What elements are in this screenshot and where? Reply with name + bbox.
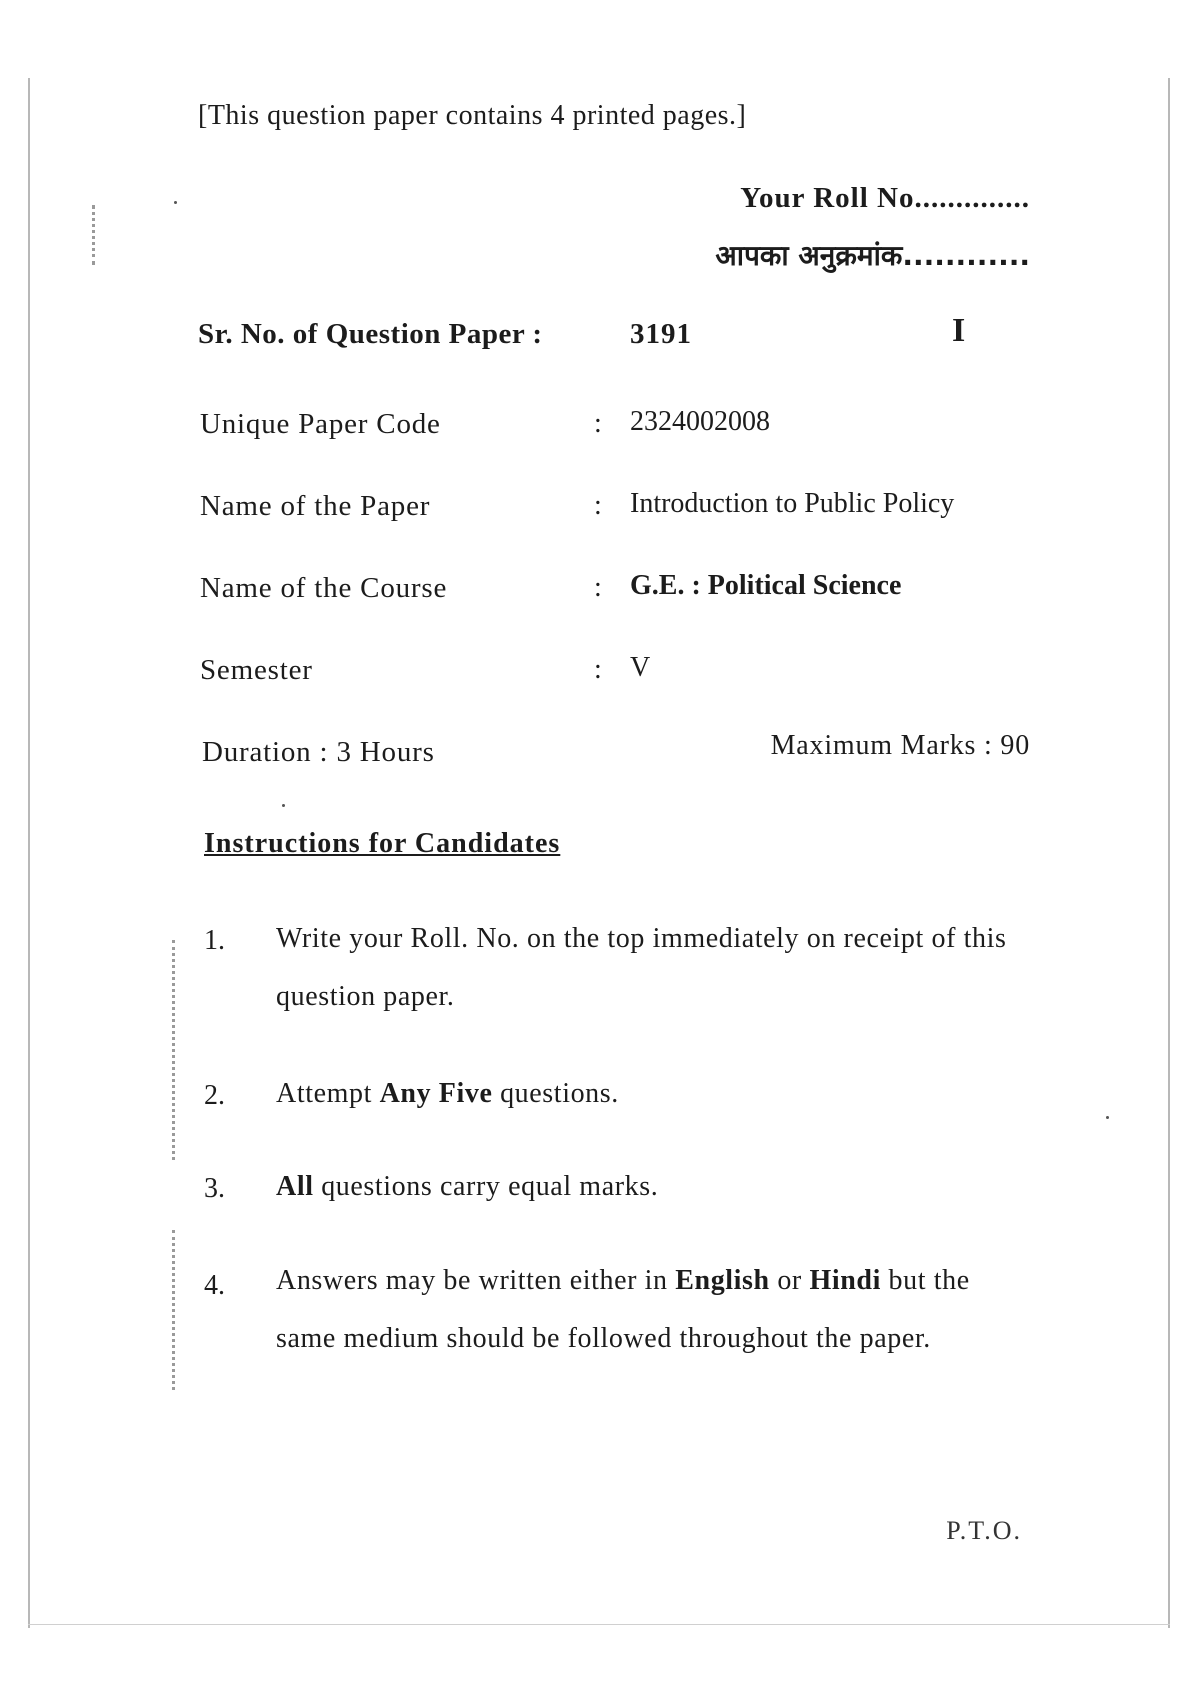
- scan-speck: [1106, 1116, 1109, 1119]
- colon-separator: :: [594, 654, 602, 685]
- scan-edge-bottom: [28, 1624, 1170, 1625]
- instruction-text: or: [769, 1265, 810, 1296]
- instruction-text: Attempt: [276, 1078, 380, 1109]
- instruction-number: 4.: [204, 1270, 225, 1301]
- please-turn-over: P.T.O.: [946, 1516, 1022, 1545]
- instruction-emphasis: English: [675, 1265, 770, 1296]
- unique-paper-code-value: 2324002008: [630, 406, 770, 437]
- instruction-number: 1.: [204, 925, 225, 956]
- scan-edge-left: [28, 78, 30, 1628]
- serial-number-label: Sr. No. of Question Paper :: [198, 318, 543, 350]
- instruction-number: 3.: [204, 1173, 225, 1204]
- instruction-item: [276, 1252, 1028, 1368]
- instruction-emphasis: Hindi: [809, 1265, 881, 1296]
- instruction-number: 2.: [204, 1080, 225, 1111]
- colon-separator: :: [594, 408, 602, 439]
- instruction-item: [276, 1065, 1028, 1123]
- instruction-item: [276, 910, 1028, 1026]
- paper-name-label: Name of the Paper: [200, 490, 431, 522]
- instruction-text: Write your Roll. No. on the top immediately on receipt of this question paper.: [276, 923, 1007, 1012]
- colon-separator: :: [594, 490, 602, 521]
- maximum-marks: Maximum Marks : 90: [770, 730, 1030, 761]
- instruction-emphasis: All: [276, 1171, 314, 1202]
- colon-separator: :: [594, 572, 602, 603]
- scan-dots-artifact: [172, 940, 178, 1160]
- instruction-text: questions.: [492, 1078, 619, 1109]
- instructions-heading: Instructions for Candidates: [204, 828, 561, 859]
- roll-number-field: Your Roll No..............: [740, 182, 1030, 214]
- instruction-emphasis: Any Five: [379, 1078, 493, 1109]
- instruction-text: questions carry equal marks.: [313, 1171, 659, 1202]
- scan-speck: [282, 804, 285, 807]
- unique-paper-code-label: Unique Paper Code: [200, 408, 441, 440]
- course-name-label: Name of the Course: [200, 572, 448, 604]
- semester-value: V: [630, 652, 651, 683]
- scan-speck: [174, 201, 177, 204]
- serial-number-value: 3191: [630, 318, 692, 350]
- paper-set-letter: I: [952, 312, 966, 349]
- scan-edge-right: [1168, 78, 1170, 1628]
- scan-dots-artifact: [92, 205, 98, 265]
- roll-number-field-hindi: आपका अनुक्रमांक............: [715, 239, 1030, 272]
- course-name-value: G.E. : Political Science: [630, 570, 902, 601]
- semester-label: Semester: [200, 654, 313, 686]
- duration: Duration : 3 Hours: [202, 736, 435, 768]
- instruction-text: but the same medium should be followed throughout the paper.: [276, 1265, 970, 1354]
- scan-dots-artifact: [172, 1230, 178, 1390]
- page-count-note: [This question paper contains 4 printed pages.]: [198, 100, 747, 131]
- instruction-item: [276, 1158, 1028, 1216]
- paper-name-value: Introduction to Public Policy: [630, 488, 955, 519]
- instruction-text: Answers may be written either in: [276, 1265, 676, 1296]
